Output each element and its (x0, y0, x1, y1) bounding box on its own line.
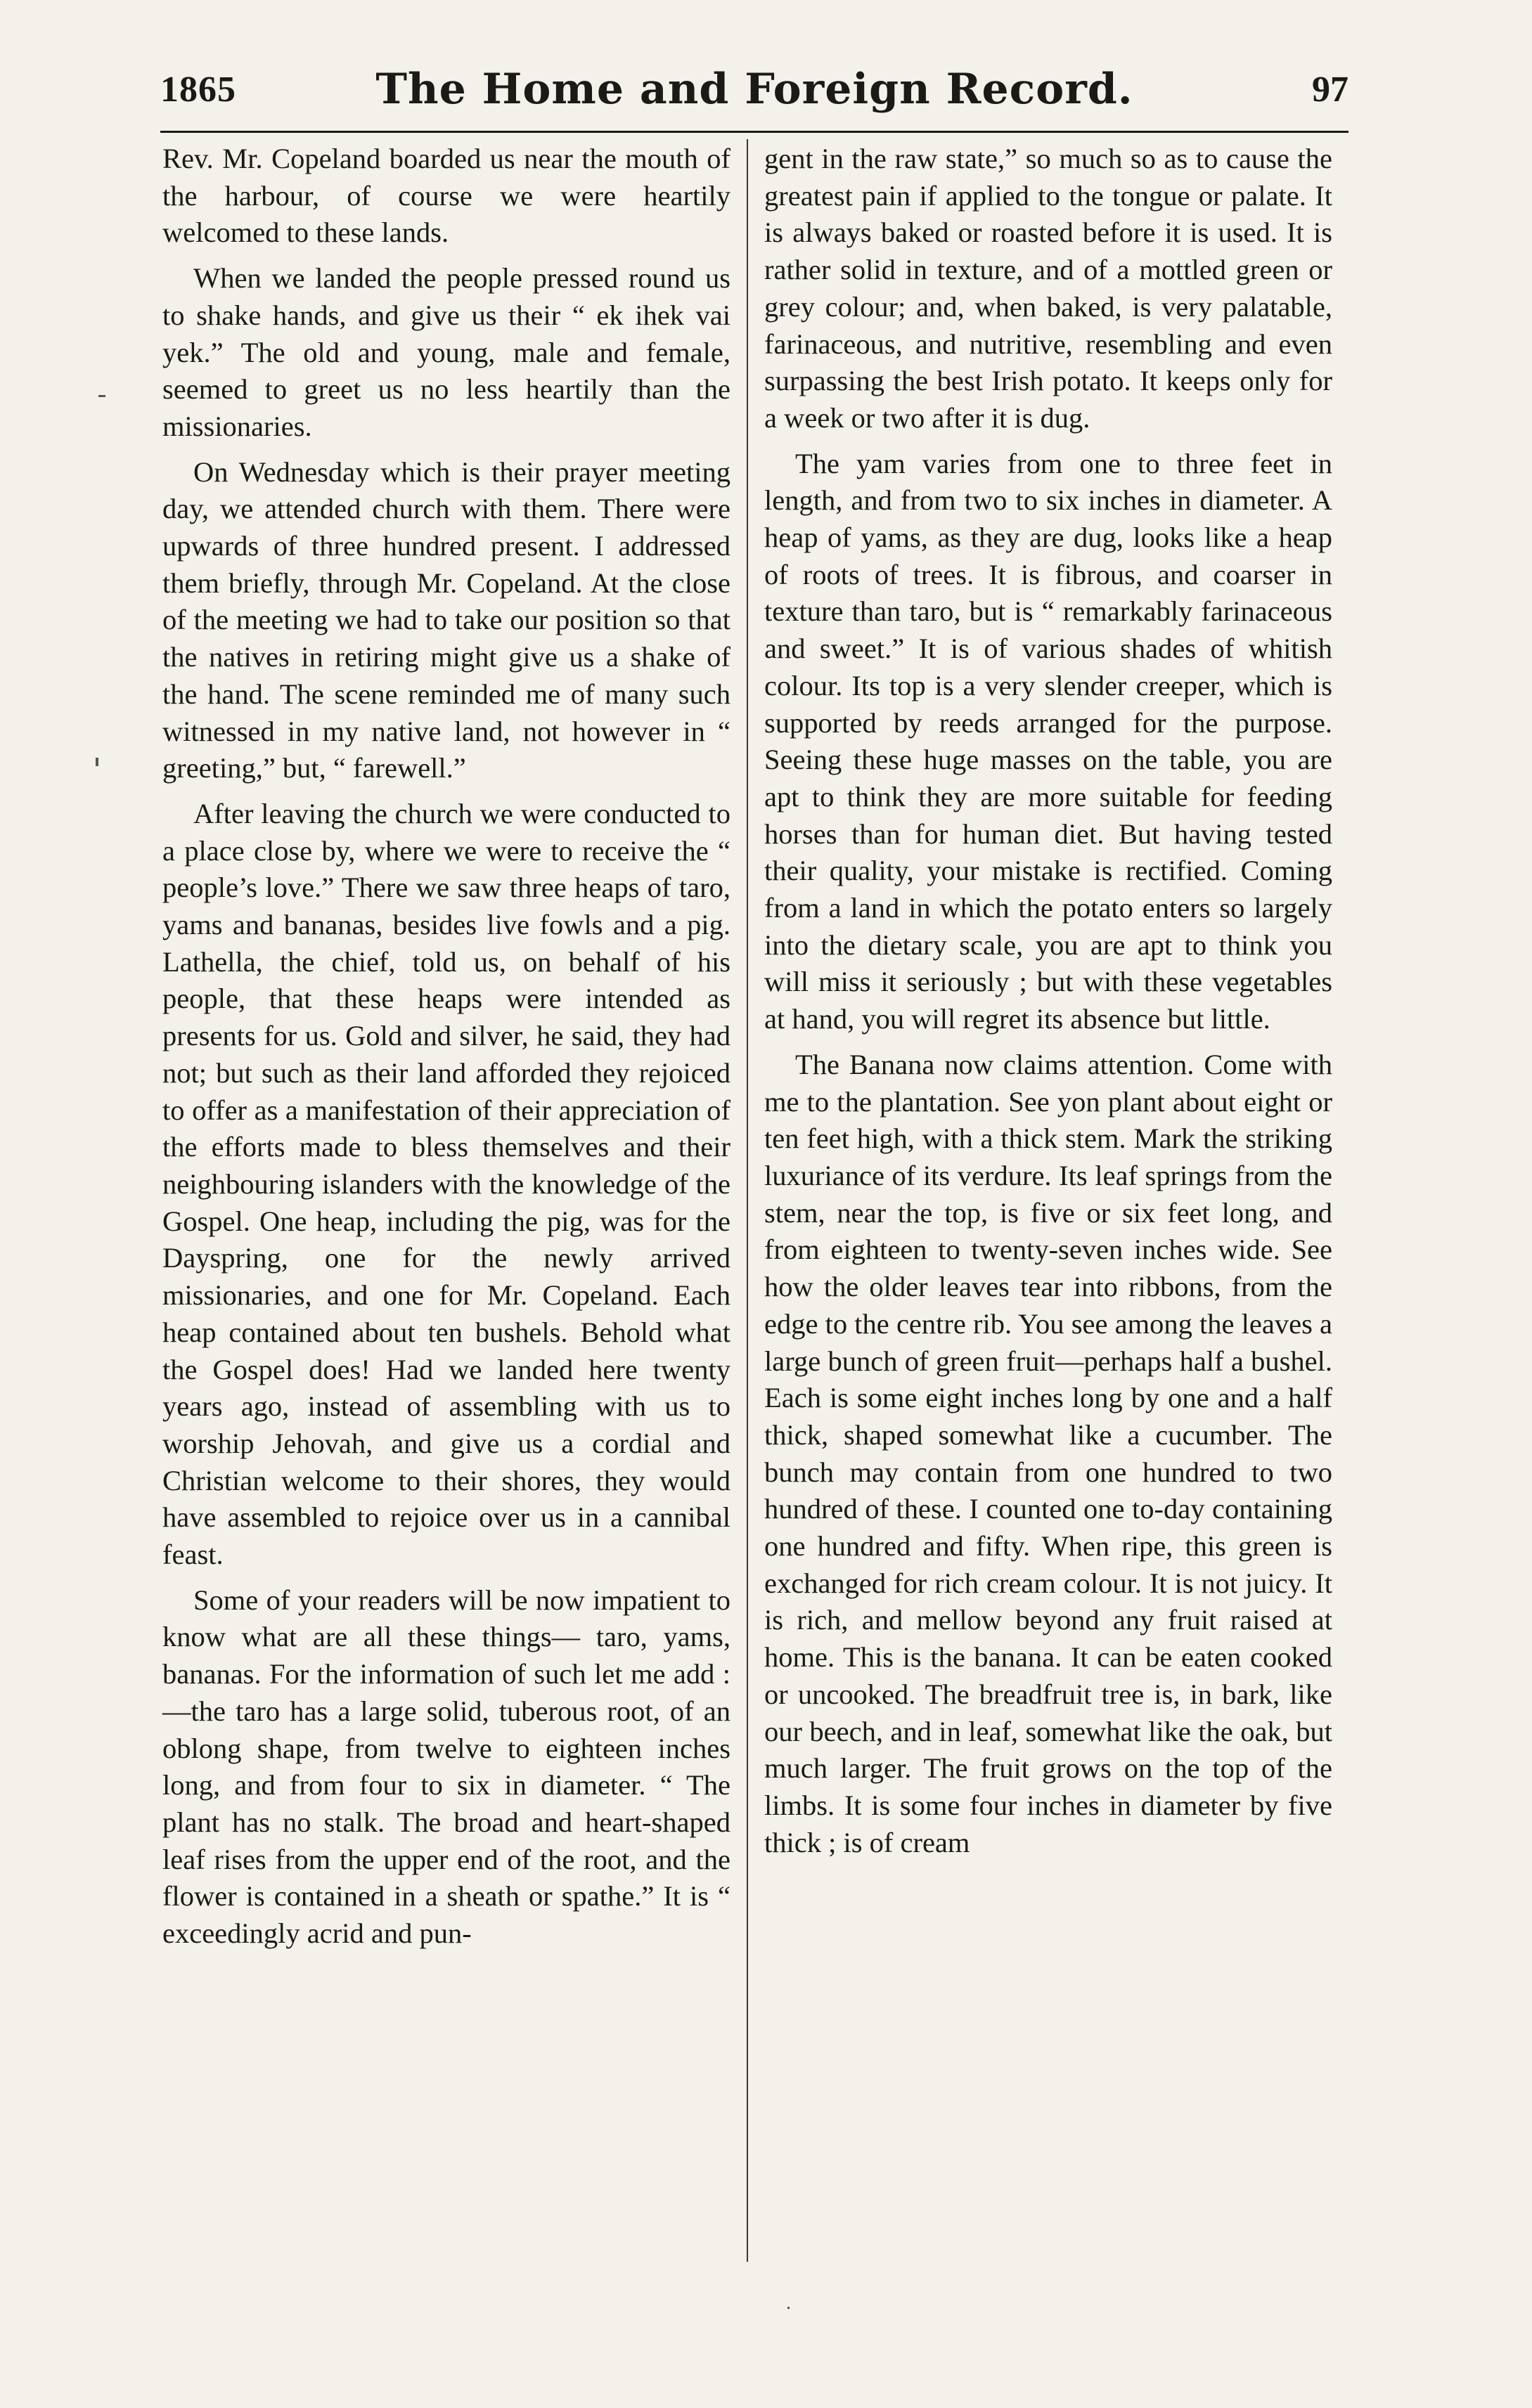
header-year: 1865 (160, 70, 236, 110)
left-column (162, 141, 730, 1961)
paragraph: After leaving the church we were conducted to a place close by, where we were to receive the “ people’s love.” There we saw three heaps of taro, yams and bananas, besides live fowls and a pig. Lathella, the chief, told us, on behalf of his people, that these heaps were intended as presents for us. Gold and silver, he said, they had not; but such as their land afforded they rejoiced to offer as a manifestation of their appreciation of the efforts made to bless themselves and their neighbouring islanders with the knowledge of the Gospel. One heap, including the pig, was for the Dayspring, one for the newly arrived missionaries, and one for Mr. Copeland. Each heap contained about ten bushels. Behold what the Gospel does! Had we landed here twenty years ago, instead of assembling with us to worship Jehovah, and give us a cordial and Christian welcome to their shores, they would have assembled to rejoice over us in a cannibal feast. (162, 797, 730, 1571)
paragraph: On Wednesday which is their prayer meeting day, we attended church with them. There were upwards of three hundred present. I addressed them briefly, through Mr. Copeland. At the close of the meeting we had to take our position so that the natives in retiring might give us a shake of the hand. The scene reminded me of many such witnessed in my native land, not however in “ greeting,” but, “ farewell.” (162, 455, 730, 784)
margin-mark (787, 2307, 790, 2309)
margin-mark (96, 758, 98, 766)
paragraph: When we landed the people pressed round us to shake hands, and give us their “ ek ihek vai yek.” The old and young, male and female, seemed to greet us no less heartily than the missionaries. (162, 262, 730, 442)
running-header (160, 65, 1348, 125)
paragraph: The Banana now claims attention. Come with me to the plantation. See yon plant about eight or ten feet high, with a thick stem. Mark the striking luxuriance of its verdure. Its leaf springs from the stem, near the top, is five or six feet long, and from eighteen to twenty-seven inches wide. See how the older leaves tear into ribbons, from the edge to the centre rib. You see among the leaves a large bunch of green fruit—perhaps half a bushel. Each is some eight inches long by one and a half thick, shaped somewhat like a cucumber. The bunch may contain from one hundred to two hundred of these. I counted one to-day containing one hundred and fifty. When ripe, this green is exchanged for rich cream colour. It is not juicy. It is rich, and mellow beyond any fruit raised at home. This is the banana. It can be eaten cooked or uncooked. The breadfruit tree is, in bark, like our beech, and in leaf, somewhat like the oak, but much larger. The fruit grows on the top of the limbs. It is some four inches in diameter by five thick ; is of cream (764, 1048, 1332, 1858)
paragraph: Some of your readers will be now impatient to know what are all these things— taro, yams, bananas. For the information of such let me add :—the taro has a large solid, tuberous root, of an oblong shape, from twelve to eighteen inches long, and from four to six in diameter. “ The plant has no stalk. The broad and heart-shaped leaf rises from the upper end of the root, and the flower is contained in a sheath or spathe.” It is “ exceedingly acrid and pun- (162, 1584, 730, 1950)
right-column (764, 141, 1332, 1870)
paragraph: gent in the raw state,” so much so as to cause the greatest pain if applied to the tongue or palate. It is always baked or roasted before it is used. It is rather solid in texture, and of a mottled green or grey colour; and, when baked, is very palatable, farinaceous, and nutritive, resembling and even surpassing the best Irish potato. It keeps only for a week or two after it is dug. (764, 143, 1332, 434)
column-divider (747, 139, 748, 2262)
page-number: 97 (1312, 70, 1348, 110)
paragraph: Rev. Mr. Copeland boarded us near the mouth of the harbour, of course we were heartily welcomed to these lands. (162, 143, 730, 249)
header-rule (160, 131, 1348, 133)
margin-mark (98, 395, 105, 397)
paragraph: The yam varies from one to three feet in length, and from two to six inches in diameter. A heap of yams, as they are dug, looks like a heap of roots of trees. It is fibrous, and coarser in texture than taro, but is “ remarkably farinaceous and sweet.” It is of various shades of whitish colour. Its top is a very slender creeper, which is supported by reeds arranged for the purpose. Seeing these huge masses on the table, you are apt to think they are more suitable for feeding horses than for human diet. But having tested their quality, your mistake is rectified. Coming from a land in which the potato enters so largely into the dietary scale, you are apt to think you will miss it seriously ; but with these vegetables at hand, you will regret its absence but little. (764, 447, 1332, 1035)
publication-title: The Home and Foreign Record. (375, 65, 1133, 114)
